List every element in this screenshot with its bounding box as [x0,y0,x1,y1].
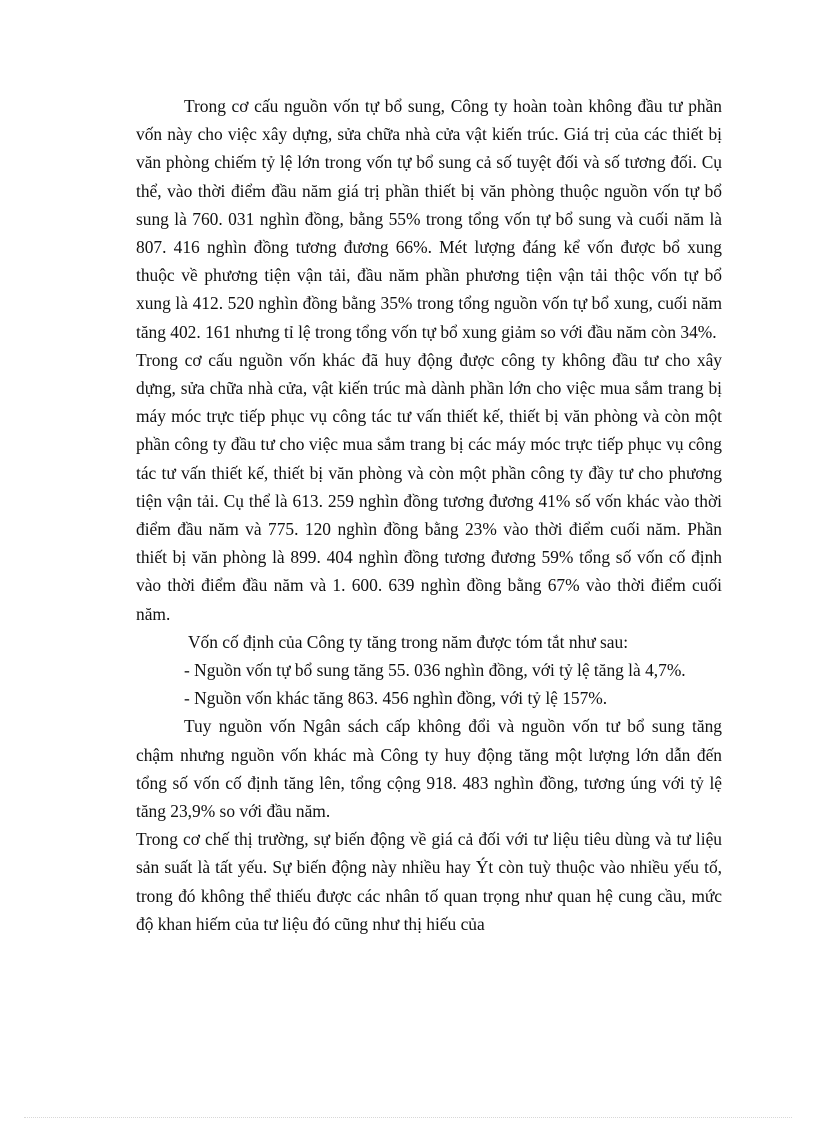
page-bottom-divider [24,1117,792,1118]
document-body [136,92,722,938]
paragraph-market-mechanism: Trong cơ chế thị trường, sự biến động về giá cả đối với tư liệu tiêu dùng và tư liệu sản suất là tất yếu. Sự biến động này nhiều hay Ýt còn tuỳ thuộc vào nhiều yếu tố, trong đó không thể thiếu được các nhân tố quan trọng như quan hệ cung cầu, mức độ khan hiếm của tư liệu đó cũng như thị hiếu của [136,829,722,934]
paragraph-self-funded-capital: Trong cơ cấu nguồn vốn tự bổ sung, Công ty hoàn toàn không đầu tư phần vốn này cho việc xây dựng, sửa chữa nhà cửa vật kiến trúc. Giá trị của các thiết bị văn phòng chiếm tỷ lệ lớn trong vốn tự bổ sung cả số tuyệt đối và số tương đối. Cụ thể, vào thời điểm đầu năm giá trị phần thiết bị văn phòng thuộc nguồn vốn tự bổ sung là 760. 031 nghìn đồng, bằng 55% trong tổng vốn tự bổ sung và cuối năm là 807. 416 nghìn đồng tương đương 66%. Mét lượng đáng kể vốn được bổ xung thuộc về phương tiện vận tải, đầu năm phần phương tiện vận tải thộc vốn tự bổ xung là 412. 520 nghìn đồng bằng 35% trong tổng nguồn vốn tự bổ xung, cuối năm tăng 402. 161 nhưng tỉ lệ trong tổng vốn tự bổ xung giảm so với đầu năm còn 34%. [136,96,722,342]
paragraph-total-increase: Tuy nguồn vốn Ngân sách cấp không đổi và nguồn vốn tư bổ sung tăng chậm nhưng nguồn vốn khác mà Công ty huy động tăng một lượng lớn dẫn đến tổng số vốn cố định tăng lên, tổng cộng 918. 483 nghìn đồng, tương úng với tỷ lệ tăng 23,9% so với đầu năm. [136,716,722,822]
paragraph-summary-intro: Vốn cố định của Công ty tăng trong năm được tóm tắt như sau: [188,631,629,652]
list-item-other-capital-increase: - Nguồn vốn khác tăng 863. 456 nghìn đồng, với tỷ lệ 157%. [184,688,608,709]
list-item-self-funded-increase: - Nguồn vốn tự bổ sung tăng 55. 036 nghìn đồng, với tỷ lệ tăng là 4,7%. [184,660,686,681]
paragraph-other-capital: Trong cơ cấu nguồn vốn khác đã huy động được công ty không đầu tư cho xây dựng, sửa chữa nhà cửa, vật kiến trúc mà dành phần lớn cho việc mua sắm trang bị máy móc trực tiếp phục vụ công tác tư vấn thiết kế, thiết bị văn phòng và còn một phần công ty đầu tư cho việc mua sắm trang bị các máy móc trực tiếp phục vụ công tác tư vấn thiết kế, thiết bị văn phòng và còn một phần công ty đầy tư cho phương tiện vận tải. Cụ thể là 613. 259 nghìn đồng tương đương 41% số vốn khác vào thời điểm đầu năm và 775. 120 nghìn đồng bằng 23% vào thời điểm cuối năm. Phần thiết bị văn phòng là 899. 404 nghìn đồng tương đương 59% tổng số vốn cố định vào thời điểm đầu năm và 1. 600. 639 nghìn đồng bằng 67% vào thời điểm cuối năm. [136,349,722,624]
